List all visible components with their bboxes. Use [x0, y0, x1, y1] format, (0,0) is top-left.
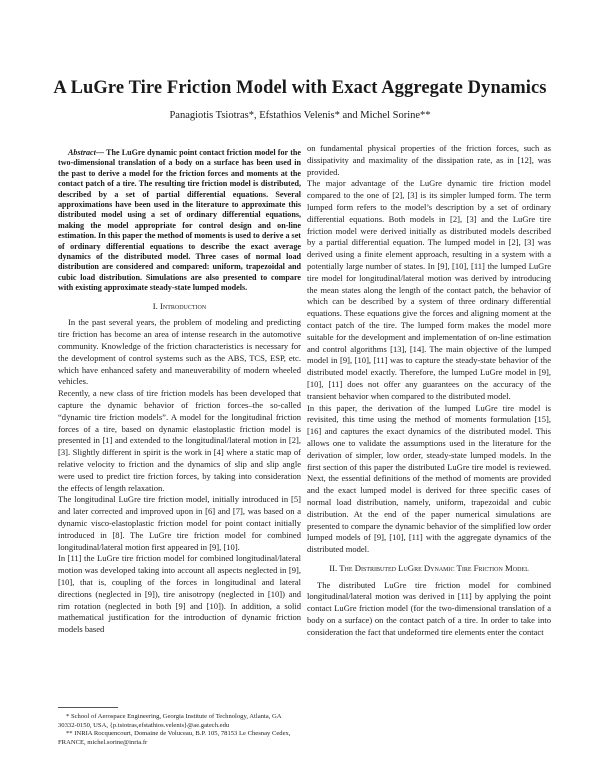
abstract-label: Abstract: [68, 148, 96, 157]
right-column: [307, 143, 551, 639]
paragraph: In this paper, the derivation of the lumped LuGre tire model is revisited, this time using the method of moments formulation [15], [16] and captures the exact dynamics of the distributed model. This allows one to validate the assumptions used in the literature for the derivation of simpler, low order, steady-state lumped models. In the first section of this paper the distributed LuGre tire model is reviewed. Next, the essential definitions of the method of moments are provided and the exact lumped model is derived for three specific cases of normal load distribution, namely, uniform, trapezoidal and cubic distribution. At the end of the paper numerical simulations are presented to compare the dynamic behavior of the simplified low order lumped models of [9], [10], [11] with the aggregate dynamics of the distributed model.: [307, 402, 551, 555]
section-heading-introduction: I. Introduction: [152, 300, 207, 311]
footnote: * School of Aerospace Engineering, Georgia Institute of Technology, Atlanta, GA 30332-0150, USA, {p.tsiotras,efstathios.velenis}@ae.gatech.edu: [58, 713, 282, 729]
paragraph: The major advantage of the LuGre dynamic tire friction model compared to the one of [2], [3] is its simpler lumped form. The term lumped form refers to the model’s description by a set of ordinary differential equations. Both models in [2], [3] and the LuGre tire friction model were derived initially as distributed models described by a partial differential equation. The lumped model in [2], [3] was derived using a finite element approach, resulting in a system with a potentially large number of states. In [9], [10], [11] the lumped LuGre tire model for longitudinal/lateral motion was derived by introducing the mean states along the length of the contact patch, the behavior of which can be described by a system of three ordinary differential equations. These equations give the forces and aligning moment at the contact patch of the tire. The lumped form makes the model more suitable for the development and implementation of on-line estimation and control algorithms [13], [14]. The main objective of the lumped model in [9], [10], [11] was to capture the steady-state behavior of the distributed model exactly. Therefore, the lumped LuGre model in [9], [10], [11] does not offer any guarantees on the accuracy of the transient behavior when compared to the distributed model.: [307, 178, 551, 401]
paragraph: In [11] the LuGre tire friction model for combined longitudinal/lateral motion was developed taking into account all aspects neglected in [9], [10], that is, coupling of the forces in longitudinal and lateral directions (neglected in [9]), tire anisotropy (neglected in [10]) and rim rotation (neglected in both [9] and [10]). In addition, a solid mathematical justification for the introduction of dynamic friction models based: [58, 553, 301, 635]
section-heading-distributed-model: II. The Distributed LuGre Dynamic Tire Friction Model: [329, 562, 529, 573]
paragraph: The longitudinal LuGre tire friction model, initially introduced in [5] and later corrected and improved upon in [6] and [7], was based on a dynamic visco-elastoplastic friction model for point contact initially introduced in [8]. The LuGre tire friction model for combined longitudinal/lateral motion first appeared in [9], [10].: [58, 494, 301, 552]
abstract: [58, 148, 301, 294]
footnote-rule: [58, 707, 118, 708]
paragraph: Recently, a new class of tire friction models has been developed that capture the dynamic behavior of friction forces–the so-called “dynamic tire friction models”. A model for the longitudinal friction forces of a tire, based on dynamic elastoplastic friction model is presented in [1] and extended to the longitudinal/lateral motion in [2], [3]. Slightly different in spirit is the work in [4] where a static map of relative velocity to friction and the dynamics of slip and slip angle were used to predict tire friction forces, by taking into consideration the effects of length relaxation.: [58, 388, 301, 493]
footnote: ** INRIA Rocquencourt, Domaine de Voluceau, B.P. 105, 78153 Le Chesnay Cedex, FRANCE, michel.sorine@inria.fr: [58, 730, 291, 746]
paper-authors: Panagiotis Tsiotras*, Efstathios Velenis* and Michel Sorine**: [169, 110, 431, 121]
paragraph: The distributed LuGre tire friction model for combined longitudinal/lateral motion was derived in [11] by applying the point contact LuGre friction model (for the two-dimensional translation of a body on a surface) on the contact patch of a tire. In order to take into consideration the fact that undeformed tire elements enter the contact: [307, 579, 551, 637]
footnotes: [58, 713, 301, 747]
paragraph: on fundamental physical properties of the friction forces, such as dissipativity and maximality of the dissipation rate, as in [12], was provided.: [307, 143, 551, 177]
abstract-text: — The LuGre dynamic point contact friction model for the two-dimensional translation of a body on a surface has been used in the past to derive a model for the friction forces and moments at the contact patch of a tire. The resulting tire friction model is distributed, described by a set of partial differential equations. Several approximations have been used in the literature to approximate this distributed model using a set of ordinary differential equations, making the model appropriate for control design and on-line estimation. In this paper the method of moments is used to derive a set of ordinary differential equations to describe the exact average dynamics of the distributed model. Three cases of normal load distribution are considered and compared: uniform, trapezoidal and cubic load distribution. Simulations are also presented to compare with existing approximate steady-state lumped models.: [58, 148, 301, 293]
paper-title: A LuGre Tire Friction Model with Exact Aggregate Dynamics: [53, 78, 547, 98]
left-column: [58, 148, 301, 636]
paragraph: In the past several years, the problem of modeling and predicting tire friction has become an area of intense research in the automotive community. Knowledge of the friction characteristics is necessary for the development of control systems such as the ABS, TCS, ESP, etc. which have enhanced safety and maneuverability of modern wheeled vehicles.: [58, 317, 301, 387]
